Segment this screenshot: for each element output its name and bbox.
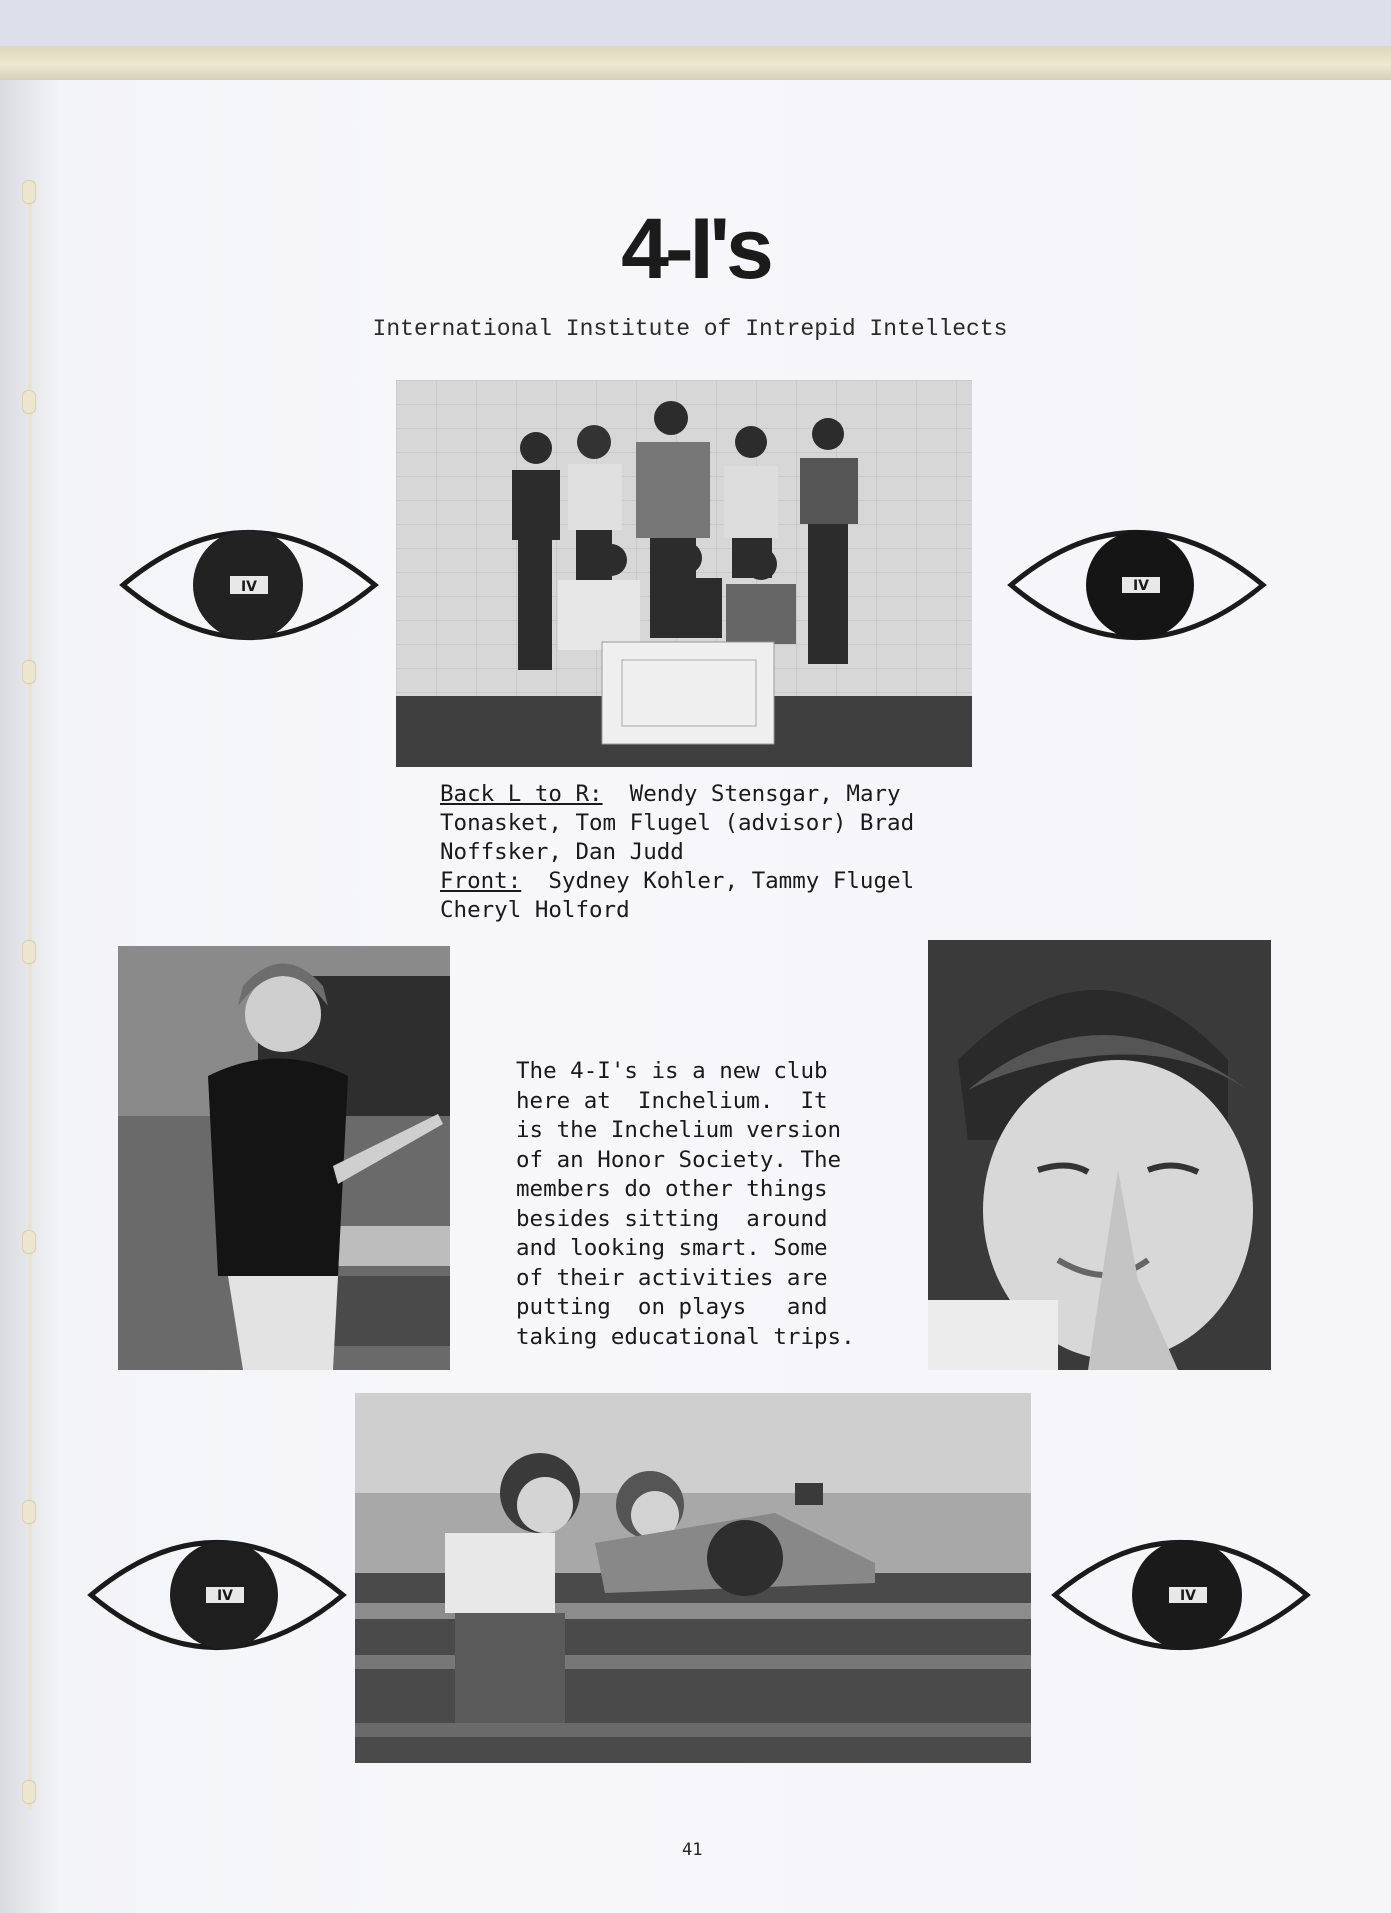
caption-line: Cheryl Holford bbox=[440, 897, 630, 923]
photo-caption bbox=[440, 780, 1000, 925]
portrait-photo bbox=[928, 940, 1271, 1370]
eye-icon bbox=[1006, 520, 1268, 650]
classroom-photo bbox=[118, 946, 450, 1370]
caption-line bbox=[440, 867, 1000, 896]
bleachers-photo bbox=[355, 1393, 1031, 1763]
description-line: of an Honor Society. The bbox=[516, 1146, 842, 1173]
caption-back-label: Back L to R: bbox=[440, 781, 603, 807]
binding-punch bbox=[22, 940, 36, 964]
eye-label: IV bbox=[240, 579, 258, 595]
binding-thread bbox=[28, 180, 32, 1810]
eye-label: IV bbox=[216, 1588, 234, 1604]
description-line: and looking smart. Some bbox=[516, 1235, 828, 1261]
page-title: 4-I's bbox=[621, 201, 770, 297]
scan-background bbox=[0, 0, 1391, 48]
eye-icon bbox=[86, 1530, 348, 1660]
eye-icon bbox=[118, 520, 380, 650]
description-line: putting on plays and bbox=[516, 1294, 828, 1320]
group-photo bbox=[396, 380, 972, 767]
page-number: 41 bbox=[682, 1840, 703, 1860]
eye-label: IV bbox=[1132, 578, 1150, 594]
caption-front-names: Sydney Kohler, Tammy Flugel bbox=[521, 868, 915, 894]
binding-punch bbox=[22, 660, 36, 684]
binding-punch bbox=[22, 1500, 36, 1524]
eye-icon bbox=[1050, 1530, 1312, 1660]
caption-line bbox=[440, 780, 1000, 809]
caption-line: Tonasket, Tom Flugel (advisor) Brad bbox=[440, 810, 915, 836]
description-line: The 4-I's is a new club bbox=[516, 1058, 828, 1084]
description-line: members do other things bbox=[516, 1176, 828, 1202]
eye-label: IV bbox=[1179, 1588, 1197, 1604]
description-line: taking educational trips. bbox=[516, 1323, 855, 1350]
description-line: besides sitting around bbox=[516, 1205, 828, 1232]
binding-punch bbox=[22, 1780, 36, 1804]
caption-front-label: Front: bbox=[440, 868, 522, 894]
caption-back-names: Wendy Stensgar, Mary bbox=[602, 781, 901, 807]
binding-punch bbox=[22, 180, 36, 204]
binding-punch bbox=[22, 390, 36, 414]
page-subtitle: International Institute of Intrepid Intellects bbox=[372, 316, 1008, 342]
binding-punch bbox=[22, 1230, 36, 1254]
page-top-edge bbox=[0, 46, 1391, 82]
caption-line: Noffsker, Dan Judd bbox=[440, 839, 684, 865]
description-line: is the Inchelium version bbox=[516, 1117, 842, 1143]
description-line: here at Inchelium. It bbox=[516, 1087, 828, 1114]
club-description bbox=[516, 1057, 916, 1352]
description-line: of their activities are bbox=[516, 1264, 828, 1291]
